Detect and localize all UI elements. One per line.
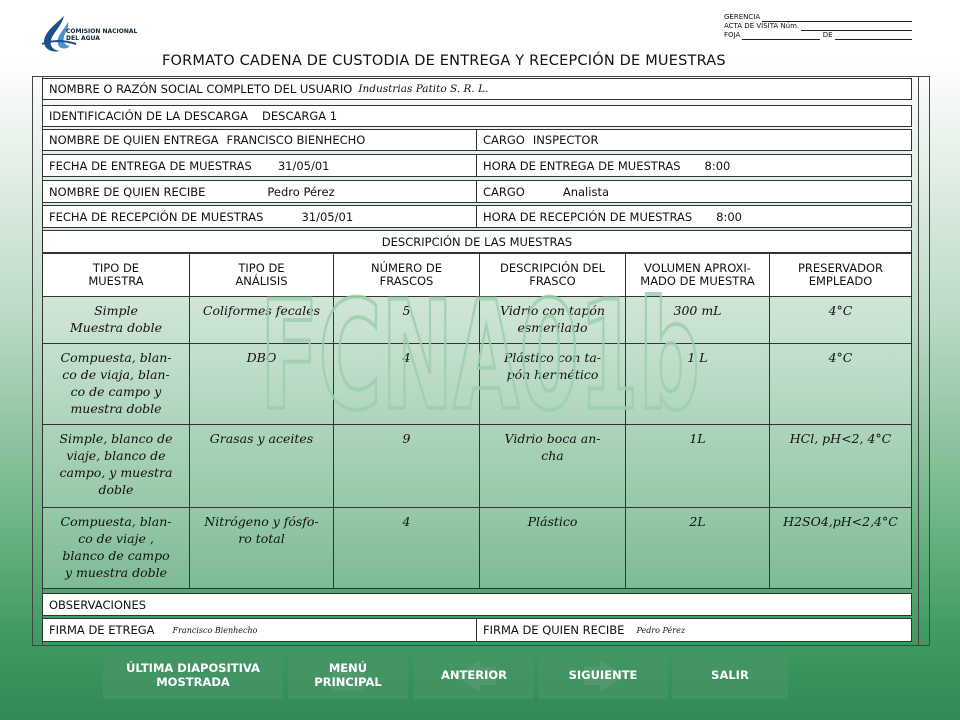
entrega-label: NOMBRE DE QUIEN ENTREGA [49,133,219,147]
table-cell: Simple, blanco de viaje, blanco de campo, y muestra doble [59,431,173,497]
observaciones-label: OBSERVACIONES [49,597,147,612]
firma-recibe-label: FIRMA DE QUIEN RECIBE [483,623,625,637]
field-foja: FOJA DE [724,31,912,40]
row-entrega [42,129,912,151]
main-menu-label: MENÚ PRINCIPAL [314,661,382,689]
cargo2-value: Analista [562,184,609,199]
table-cell: 1L [625,425,769,507]
header-cell: DESCRIPCIÓN DEL FRASCO [479,254,625,296]
conagua-logo [38,14,148,54]
logo-line1: COMISION NACIONAL [66,28,138,35]
table-cell: Coliformes fecales [189,297,333,343]
fecha-entrega-value: 31/05/01 [277,158,330,173]
row-fecha-entrega [42,154,912,177]
table-cell: 4°C [769,344,911,424]
table-cell: Compuesta, blan- co de viaja, blan- co de campo y muestra doble [60,350,172,416]
usuario-value: Industrias Patito S. R. L. [358,83,489,95]
row-descarga [42,105,912,127]
field-acta: ACTA DE VISITA Núm. [724,22,912,31]
table-cell: 1 L [625,344,769,424]
table-cell: 9 [333,425,479,507]
main-menu-button[interactable] [288,651,408,699]
logo-line2: DEL AGUA [66,35,100,42]
header-cell: NÚMERO DE FRASCOS [333,254,479,296]
hora-entrega-value: 8:00 [704,158,731,173]
next-button[interactable] [538,651,668,699]
row-descripcion-title [42,230,912,253]
header-cell: TIPO DE MUESTRA [88,261,144,288]
row-usuario [42,78,912,100]
row-firmas [42,618,912,642]
table-cell: DBO [189,344,333,424]
table-cell: 4 [333,344,479,424]
descripcion-title: DESCRIPCIÓN DE LAS MUESTRAS [381,234,573,249]
table-cell: Plástico [479,508,625,588]
table-cell: 2L [625,508,769,588]
firma-recibe-signature: Pedro Pérez [636,625,686,635]
entrega-value: FRANCISCO BIENHECHO [226,133,366,147]
table-cell: Nitrógeno y fósfo- ro total [189,508,333,588]
descarga-label: IDENTIFICACIÓN DE LA DESCARGA [49,109,249,123]
last-slide-button[interactable] [103,651,283,699]
table-cell: Vidrio con tapón esmerilado [479,297,625,343]
usuario-label: NOMBRE O RAZÓN SOCIAL COMPLETO DEL USUARIO [49,82,353,96]
row-observaciones [42,593,912,616]
watermark [255,278,705,428]
table-cell: Grasas y aceites [189,425,333,507]
row-fecha-recepcion [42,205,912,228]
cargo2-label: CARGO [483,184,525,199]
header-cell: VOLUMEN APROXI- MADO DE MUESTRA [625,254,769,296]
table-cell: 4 [333,508,479,588]
last-slide-label: ÚLTIMA DIAPOSITIVA MOSTRADA [126,661,260,689]
cargo1-value: INSPECTOR [532,133,599,147]
exit-button[interactable] [672,651,788,699]
field-gerencia: GERENCIA [724,13,912,22]
previous-label: ANTERIOR [441,668,507,682]
previous-button[interactable] [414,651,534,699]
hora-recepcion-label: HORA DE RECEPCIÓN DE MUESTRAS [483,209,693,224]
fecha-recepcion-value: 31/05/01 [301,209,354,224]
table-cell: Vidrio boca an- cha [479,425,625,507]
table-cell: HCl, pH<2, 4°C [769,425,911,507]
cargo1-label: CARGO [483,133,525,147]
fecha-entrega-label: FECHA DE ENTREGA DE MUESTRAS [49,158,252,173]
header-cell: TIPO DE ANÁLISIS [189,254,333,296]
row-recibe [42,180,912,203]
fecha-recepcion-label: FECHA DE RECEPCIÓN DE MUESTRAS [49,209,264,224]
table-cell: 300 mL [625,297,769,343]
header-cell: PRESERVADOR EMPLEADO [769,254,911,296]
table-cell: H2SO4,pH<2,4°C [769,508,911,588]
table-cell: 5 [333,297,479,343]
hora-recepcion-value: 8:00 [716,209,742,224]
table-row [43,425,911,508]
page-title: FORMATO CADENA DE CUSTODIA DE ENTREGA Y RECEPCIÓN DE MUESTRAS [162,53,726,69]
next-label: SIGUIENTE [568,668,638,682]
firma-entrega-label: FIRMA DE ETREGA [49,623,155,637]
hora-entrega-label: HORA DE ENTREGA DE MUESTRAS [483,158,681,173]
exit-label: SALIR [711,668,749,682]
table-cell: Plástico con ta- pón hermético [479,344,625,424]
recibe-label: NOMBRE DE QUIEN RECIBE [49,184,206,199]
firma-entrega-signature: Francisco Bienhecho [172,625,258,635]
watermark-text: FCNA01b [260,278,700,428]
table-cell: 4°C [769,297,911,343]
descarga-value: DESCARGA 1 [262,109,338,123]
table-row [43,508,911,588]
recibe-value: Pedro Pérez [267,184,335,199]
header-fields [724,13,912,40]
table-cell: Compuesta, blan- co de viaje , blanco de campo y muestra doble [60,514,172,580]
table-cell: Simple Muestra doble [69,303,162,335]
